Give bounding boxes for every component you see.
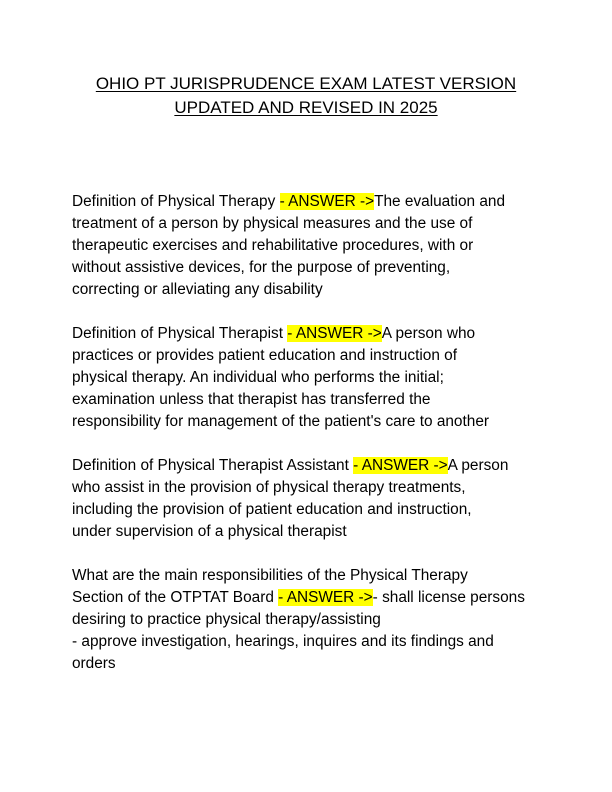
answer-marker: - ANSWER ->: [279, 193, 375, 210]
answer-line: responsibility for management of the patient's care to another: [72, 413, 490, 430]
document-title: [0, 72, 612, 120]
question-line: What are the main responsibilities of the Physical Therapy: [72, 567, 468, 584]
qa-first-line: [72, 191, 552, 213]
question-text: Definition of Physical Therapy: [72, 193, 280, 210]
question-text: Definition of Physical Therapist Assistant: [72, 457, 354, 474]
answer-line: including the provision of patient education and instruction,: [72, 501, 472, 518]
answer-marker: - ANSWER ->: [353, 457, 448, 474]
qa-entry-physical-therapy: [72, 191, 552, 301]
answer-line: physical therapy. An individual who performs the initial;: [72, 369, 444, 386]
qa-first-line: [72, 587, 552, 609]
answer-line: treatment of a person by physical measures and the use of: [72, 215, 473, 232]
answer-line: who assist in the provision of physical therapy treatments,: [72, 479, 466, 496]
answer-text: The evaluation and: [374, 193, 506, 210]
question-text: Section of the OTPTAT Board: [72, 589, 279, 606]
qa-entry-board-responsibilities: [72, 565, 552, 675]
document-body: [72, 191, 552, 697]
answer-text: - shall license persons: [372, 589, 525, 606]
qa-first-line: [72, 323, 552, 345]
title-line-2: UPDATED AND REVISED IN 2025: [174, 98, 438, 117]
answer-line: practices or provides patient education and instruction of: [72, 347, 457, 364]
answer-line: therapeutic exercises and rehabilitative procedures, with or: [72, 237, 474, 254]
qa-entry-physical-therapist: [72, 323, 552, 433]
answer-text: A person who: [381, 325, 476, 342]
answer-line: without assistive devices, for the purpose of preventing,: [72, 259, 451, 276]
answer-line: correcting or alleviating any disability: [72, 281, 323, 298]
title-line-1: OHIO PT JURISPRUDENCE EXAM LATEST VERSION: [95, 74, 517, 93]
answer-line: - approve investigation, hearings, inquires and its findings and: [72, 633, 494, 650]
question-text: Definition of Physical Therapist: [72, 325, 288, 342]
answer-line: desiring to practice physical therapy/assisting: [72, 611, 381, 628]
answer-line: examination unless that therapist has transferred the: [72, 391, 431, 408]
answer-text: A person: [447, 457, 509, 474]
qa-entry-physical-therapist-assistant: [72, 455, 552, 543]
qa-first-line: [72, 455, 552, 477]
answer-marker: - ANSWER ->: [278, 589, 373, 606]
answer-line: orders: [72, 655, 116, 672]
answer-marker: - ANSWER ->: [287, 325, 382, 342]
answer-line: under supervision of a physical therapist: [72, 523, 347, 540]
